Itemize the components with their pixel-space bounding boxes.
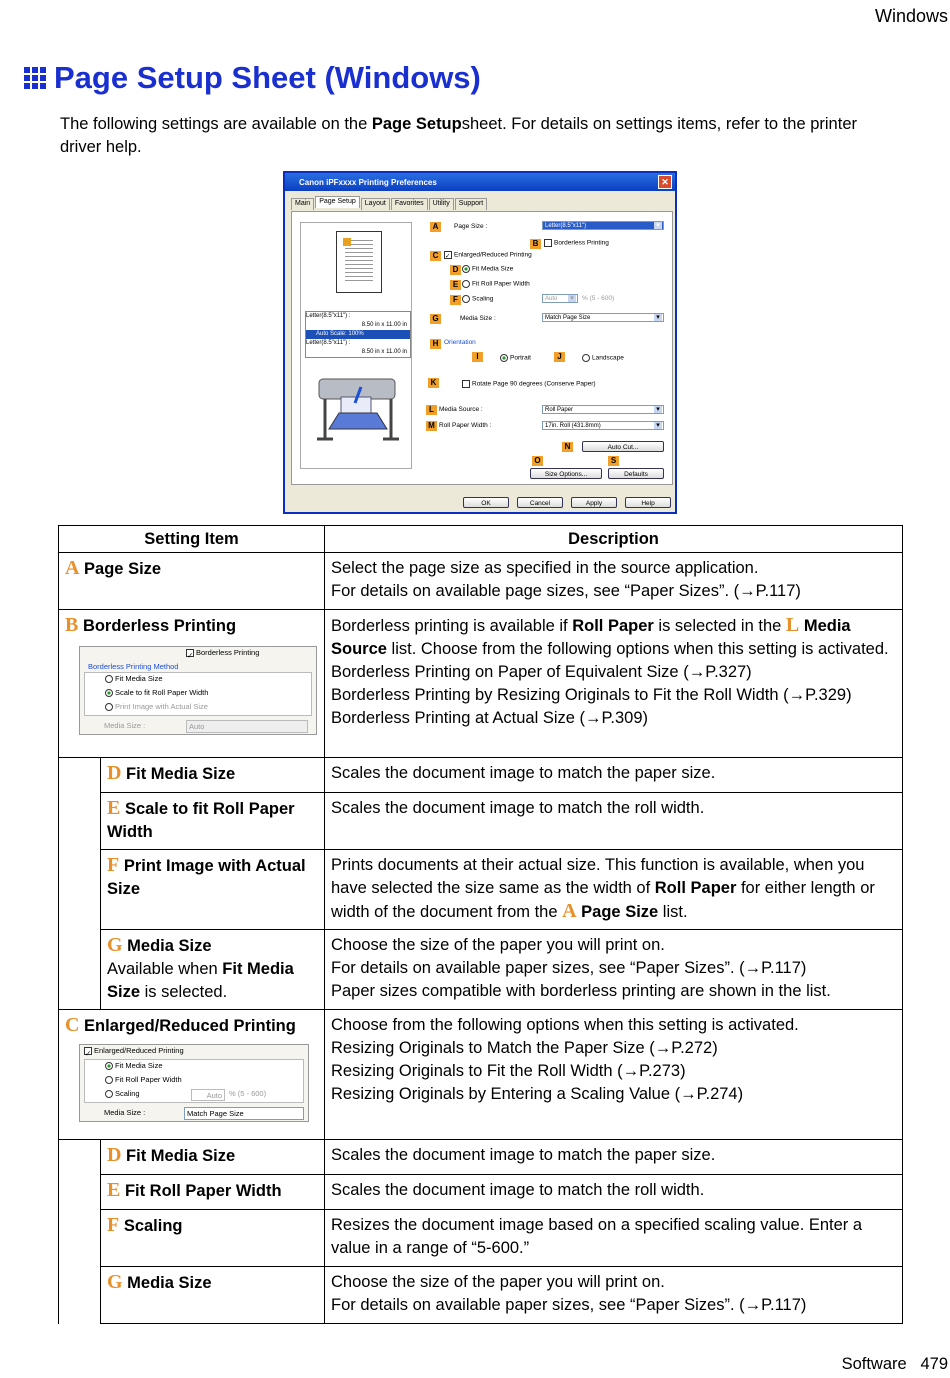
ok-button[interactable]: OK: [463, 497, 509, 508]
auto-cut-button[interactable]: Auto Cut...: [582, 441, 664, 452]
fit-roll-radio[interactable]: Fit Roll Paper Width: [462, 280, 530, 288]
fit-media-radio[interactable]: Fit Media Size: [462, 265, 513, 273]
page-size-select[interactable]: Letter(8.5"x11") ▾: [542, 221, 664, 230]
table-row: D Fit Media Size Scales the document image to match the paper size.: [59, 1140, 903, 1175]
callout-j: J: [554, 352, 565, 362]
callout-k: K: [428, 378, 439, 388]
roll-width-select[interactable]: 17in. Roll (431.8mm) ▾: [542, 421, 664, 430]
intro-paragraph: The following settings are available on the Page Setupsheet. For details on settings items, refer to the printer driver help.: [60, 115, 857, 156]
preview-info: Letter(8.5"x11") : 8.50 in x 11.00 in Auto Scale: 100% Letter(8.5"x11") : 8.50 in x 11.00 in: [305, 311, 411, 358]
cancel-button[interactable]: Cancel: [517, 497, 563, 508]
page-footer: Software 479: [841, 1355, 948, 1373]
page-title-text: Page Setup Sheet (Windows): [54, 60, 481, 95]
enlarged-checkbox[interactable]: ✓ Enlarged/Reduced Printing: [445, 251, 532, 260]
callout-c: C: [430, 251, 441, 261]
table-header-row: [59, 526, 903, 553]
portrait-radio[interactable]: Portrait: [500, 354, 531, 362]
printing-preferences-dialog: [283, 171, 677, 514]
borderless-thumbnail: ✓ Borderless Printing Borderless Printing Method Fit Media Size Scale to fit Roll Paper Width Print Image with Actual Size Media Size : Auto: [79, 646, 317, 735]
scaling-input[interactable]: Auto ▾: [542, 294, 578, 303]
page-setup-panel: [291, 211, 673, 485]
roll-width-label: Roll Paper Width :: [439, 422, 492, 429]
dialog-titlebar: Canon iPFxxxx Printing Preferences ✕: [285, 173, 675, 191]
scaling-radio[interactable]: Scaling: [462, 295, 493, 303]
tab-main[interactable]: Main: [291, 198, 314, 210]
callout-f: F: [450, 295, 461, 305]
running-header: Windows: [874, 6, 948, 26]
header-description: Description: [325, 526, 903, 553]
table-row: F Scaling Resizes the document image based on a specified scaling value. Enter a value in a range of “5-600.”: [59, 1210, 903, 1267]
tab-layout[interactable]: Layout: [361, 198, 390, 210]
page-number: 479: [920, 1355, 948, 1373]
table-row: G Media Size Available when Fit Media Size is selected. Choose the size of the paper you will print on. For details on available paper sizes, see “Paper Sizes”. (→P.117) Paper sizes compatible with borderless printing are shown in the list.: [59, 930, 903, 1010]
table-row: A Page Size Select the page size as specified in the source application. For details on available page sizes, see “Paper Sizes”. (→P.117): [59, 553, 903, 610]
callout-i: I: [472, 352, 483, 362]
tab-support[interactable]: Support: [455, 198, 488, 210]
enlarged-thumbnail: ✓ Enlarged/Reduced Printing Fit Media Size Fit Roll Paper Width Scaling Auto % (5 - 600) Media Size : Match Page Size: [79, 1044, 309, 1122]
defaults-button[interactable]: Defaults: [608, 468, 664, 479]
header-setting-item: Setting Item: [59, 526, 325, 553]
scaling-range: % (5 - 600): [582, 295, 615, 302]
apply-button[interactable]: Apply: [571, 497, 617, 508]
table-row: B Borderless Printing ✓ Borderless Printing Borderless Printing Method Fit Media Size Scale to fit Roll Paper Width Print Image with Actual Size Media Size : Auto Borderless printing is available if Roll Paper is selected in the L Media Source list. Choose from the following options when this setting is activated. Borderless Printing on Paper of Equivalent Size (→P.327) Borderless Printing by Resizing Originals to Fit the Roll Width (→P.329) Borderless Printing at Actual Size (→P.309): [59, 610, 903, 758]
callout-d: D: [450, 265, 461, 275]
media-source-label: Media Source :: [439, 406, 483, 413]
media-size-select[interactable]: Match Page Size ▾: [542, 313, 664, 322]
table-row: C Enlarged/Reduced Printing ✓ Enlarged/Reduced Printing Fit Media Size Fit Roll Paper Width Scaling Auto % (5 - 600) Media Size : Match Page Size Choose from the following options when this setting is activated. Resizing Originals to Match the Paper Size (→P.272) Resizing Originals to Fit the Roll Width (→P.273) Resizing Originals by Entering a Scaling Value (→P.274): [59, 1010, 903, 1140]
callout-m: M: [426, 421, 437, 431]
callout-s: S: [608, 456, 619, 466]
orientation-label: Orientation: [444, 339, 476, 346]
callout-n: N: [562, 442, 573, 452]
callout-g: G: [430, 314, 441, 324]
callout-l: L: [426, 405, 437, 415]
preview-area: [300, 222, 412, 469]
table-row: D Fit Media Size Scales the document image to match the paper size.: [59, 758, 903, 793]
callout-a: A: [430, 222, 441, 232]
help-button[interactable]: Help: [625, 497, 671, 508]
grid-bullet-icon: [24, 67, 46, 89]
settings-table: [58, 525, 903, 1324]
media-source-select[interactable]: Roll Paper ▾: [542, 405, 664, 414]
callout-b: B: [530, 239, 541, 249]
callout-e: E: [450, 280, 461, 290]
table-row: F Print Image with Actual Size Prints documents at their actual size. This function is available, when you have selected the size same as the width of Roll Paper for either length or width of the document from the A Page Size list.: [59, 850, 903, 930]
rotate-checkbox[interactable]: Rotate Page 90 degrees (Conserve Paper): [462, 380, 596, 388]
tab-page-setup[interactable]: Page Setup: [315, 196, 360, 208]
page-size-label: Page Size :: [454, 223, 488, 230]
borderless-checkbox[interactable]: Borderless Printing: [544, 239, 609, 247]
dialog-tabs: [291, 198, 675, 210]
callout-o: O: [532, 456, 543, 466]
table-row: G Media Size Choose the size of the paper you will print on. For details on available paper sizes, see “Paper Sizes”. (→P.117): [59, 1267, 903, 1324]
page-title: [24, 60, 481, 96]
close-icon[interactable]: ✕: [658, 175, 672, 189]
table-row: E Scale to fit Roll Paper Width Scales the document image to match the roll width.: [59, 793, 903, 850]
media-size-label: Media Size :: [460, 315, 496, 322]
callout-h: H: [430, 339, 441, 349]
tab-favorites[interactable]: Favorites: [391, 198, 428, 210]
printer-illustration: [311, 373, 403, 443]
landscape-radio[interactable]: Landscape: [582, 354, 624, 362]
size-options-button[interactable]: Size Options...: [530, 468, 602, 479]
table-row: E Fit Roll Paper Width Scales the document image to match the roll width.: [59, 1175, 903, 1210]
page-preview: [336, 231, 382, 293]
tab-utility[interactable]: Utility: [429, 198, 454, 210]
